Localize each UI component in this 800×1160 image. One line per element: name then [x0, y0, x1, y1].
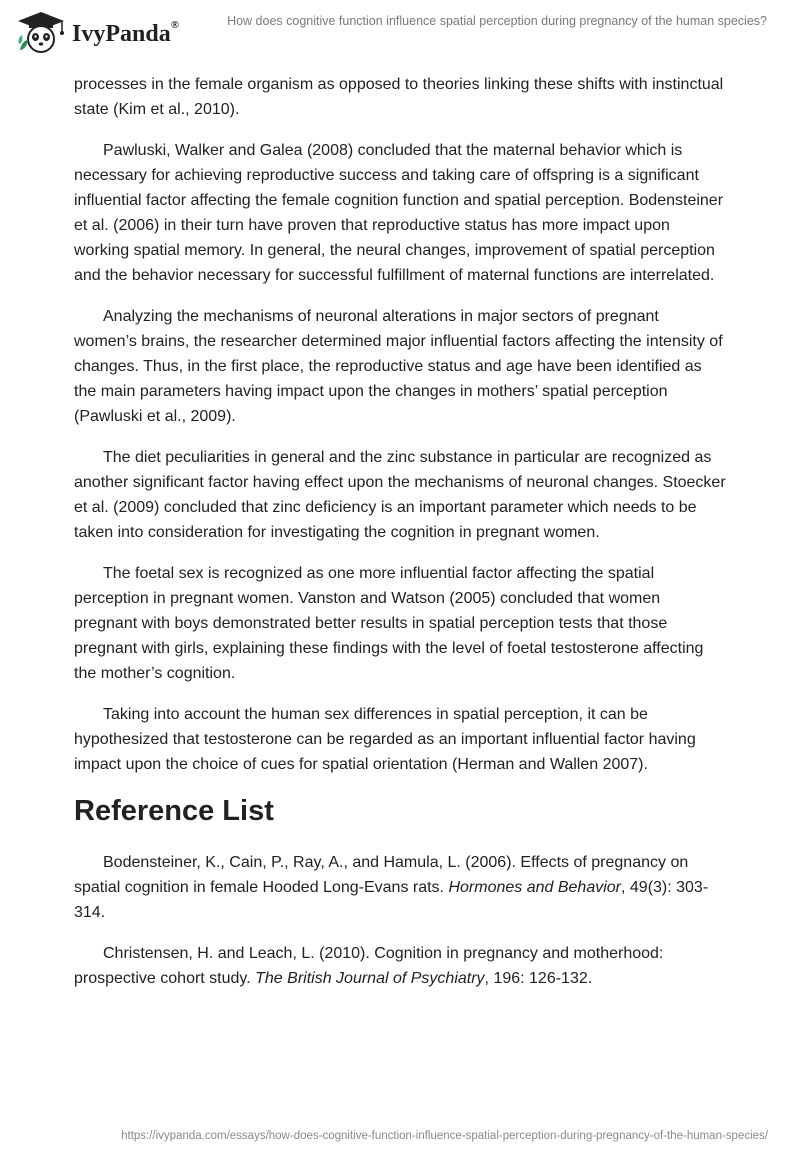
paragraph: The foetal sex is recognized as one more influential factor affecting the spatial perception in pregnant women. Vanston and Watson (2005) concluded that women pregnant with boys demonstrated better results in spatial perception tests that those pregnant with girls, explaining these findings with the level of foetal testosterone affecting the mother’s cognition. — [74, 565, 704, 682]
source-url[interactable]: https://ivypanda.com/essays/how-does-cognitive-function-influence-spatial-perception-during-pregnancy-of-the-human-species/ — [121, 1130, 768, 1142]
paragraph: Analyzing the mechanisms of neuronal alterations in major sectors of pregnant women’s brains, the researcher determined major influential factors affecting the intensity of changes. Thus, in the first place, the reproductive status and age have been identified as the main parameters having impact upon the changes in mothers’ spatial perception (Pawluski et al., 2009). — [74, 308, 723, 425]
journal-title: Hormones and Behavior — [448, 879, 621, 896]
paragraph: processes in the female organism as opposed to theories linking these shifts with instinctual state (Kim et al., 2010). — [74, 76, 724, 118]
essay-content — [74, 72, 726, 1007]
ivypanda-logo[interactable] — [14, 10, 179, 54]
page-header — [0, 0, 800, 60]
paragraph: The diet peculiarities in general and the zinc substance in particular are recognized as another significant factor having effect upon the mechanisms of neuronal changes. Stoecker et al. (2009) concluded that zinc deficiency is an important parameter which needs to be taken into consideration for investigating the cognition in pregnant women. — [74, 449, 726, 541]
panda-graduate-icon — [14, 10, 68, 54]
paragraph: Pawluski, Walker and Galea (2008) concluded that the maternal behavior which is necessary for achieving reproductive success and taking care of offspring is a significant influential factor affecting the female cognition function and spatial perception. Bodensteiner et al. (2006) in their turn have proven that reproductive status has more impact upon working spatial memory. In general, the neural changes, improvement of spatial perception and the behavior necessary for successful fulfillment of maternal functions are interrelated. — [74, 142, 724, 284]
journal-title: The British Journal of Psychiatry — [255, 970, 485, 987]
reference-list-heading: Reference List — [74, 795, 274, 827]
paragraph: Taking into account the human sex differences in spatial perception, it can be hypothesized that testosterone can be regarded as an important influential factor having impact upon the choice of cues for spatial orientation (Herman and Wallen 2007). — [74, 706, 696, 773]
brand-name: IvyPanda® — [72, 18, 179, 47]
reference-item: Christensen, H. and Leach, L. (2010). Cognition in pregnancy and motherhood: prospective cohort study. The British Journal of Psychiatry, 196: 126-132. — [74, 945, 664, 987]
document-title: How does cognitive function influence spatial perception during pregnancy of the human species? — [227, 14, 767, 28]
reference-item: Bodensteiner, K., Cain, P., Ray, A., and Hamula, L. (2006). Effects of pregnancy on spatial cognition in female Hooded Long-Evans rats. Hormones and Behavior, 49(3): 303-314. — [74, 854, 709, 921]
